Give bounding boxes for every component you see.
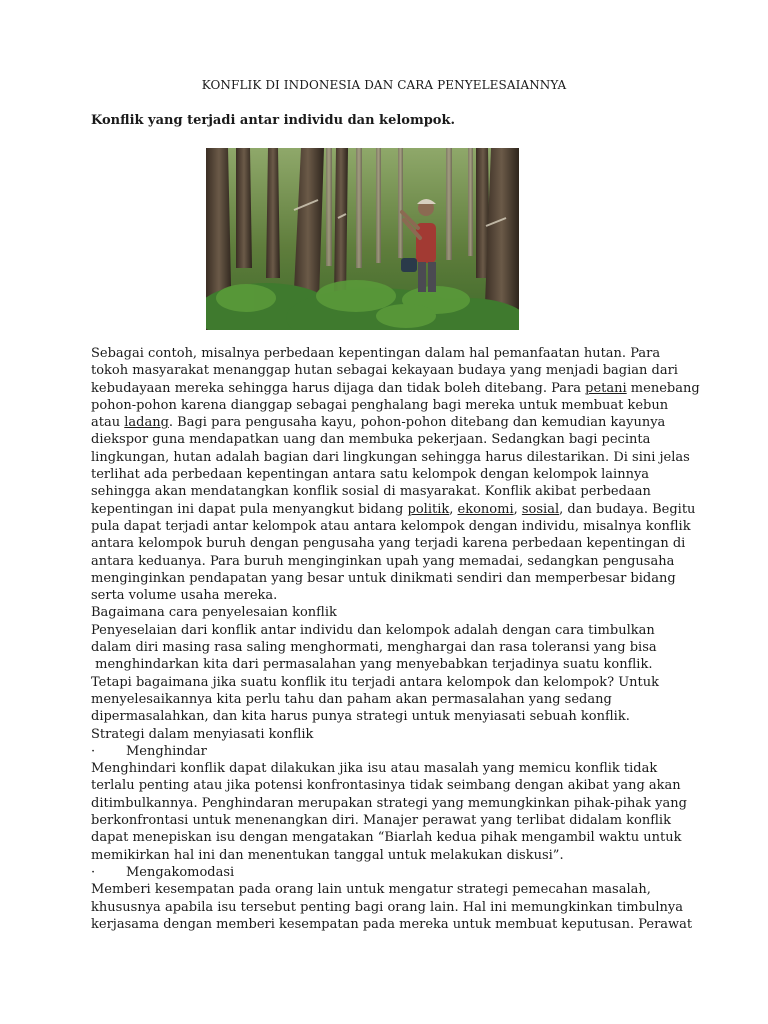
text-line: antara keduanya. Para buruh menginginkan upah yang memadai, sedangkan pengusaha [91,553,675,569]
text-line: ditimbulkannya. Penghindaran merupakan strategi yang memungkinkan pihak-pihak yang [91,795,687,811]
text-line: Menghindari konflik dapat dilakukan jika isu atau masalah yang memicu konflik tidak [91,761,658,777]
text-span: . Bagi para pengusaha kayu, pohon-pohon ditebang dan kemudian kayunya [168,415,666,431]
text-line: memikirkan hal ini dan menentukan tanggal untuk melakukan diskusi”. [91,847,564,863]
text-span: kebudayaan mereka sehingga harus dijaga dan tidak boleh ditebang. Para [91,380,586,396]
document-body [91,345,700,933]
text-line [91,380,700,397]
text-line: pohon-pohon karena dianggap sebagai penghalang bagi mereka untuk membuat kebun [91,397,669,413]
text-line [91,501,696,518]
text-line: tokoh masyarakat menanggap hutan sebagai kekayaan budaya yang menjadi bagian dari [91,363,678,379]
text-line: serta volume usaha mereka. [91,588,278,604]
text-line: berkonfrontasi untuk menenangkan diri. Manajer perawat yang terlibat didalam konflik [91,813,671,829]
text-line: Sebagai contoh, misalnya perbedaan kepentingan dalam hal pemanfaatan hutan. Para [91,346,661,361]
document-title: KONFLIK DI INDONESIA DAN CARA PENYELESAIANNYA [201,78,567,92]
text-line: antara kelompok buruh dengan pengusaha yang terjadi karena perbedaan kepentingan di [91,536,686,552]
text-line: terlalu penting atau jika potensi konfrontasinya tidak seimbang dengan akibat yang akan [91,778,681,794]
text-span: , [449,501,458,517]
text-line: pula dapat terjadi antar kelompok atau antara kelompok dengan individu, misalnya konflik [91,518,691,534]
bullet-item [91,743,691,760]
text-span: , [513,501,522,517]
text-line: Penyeselaian dari konflik antar individu dan kelompok adalah dengan cara timbulkan [91,622,655,638]
bullet-item [91,864,691,881]
bullet-label: Menghindar [126,743,207,759]
section-subtitle: Konflik yang terjadi antar individu dan kelompok. [91,113,455,128]
text-line: kerjasama dengan memberi kesempatan pada mereka untuk membuat keputusan. Perawat [91,916,693,932]
text-span: kepentingan ini dapat pula menyangkut bidang [91,501,408,517]
text-line: Memberi kesempatan pada orang lain untuk mengatur strategi pemecahan masalah, [91,882,651,898]
text-span: , dan budaya. Begitu [559,501,696,517]
text-line: khususnya apabila isu tersebut penting bagi orang lain. Hal ini memungkinkan timbulnya [91,899,683,915]
link-sosial[interactable]: sosial [521,501,560,517]
bullet-label: Mengakomodasi [126,864,235,880]
link-ekonomi[interactable]: ekonomi [457,501,514,517]
text-line: dipermasalahkan, dan kita harus punya strategi untuk menyiasati sebuah konflik. [91,709,630,725]
bullet-mark: · [91,864,96,880]
text-line: menghindarkan kita dari permasalahan yang menyebabkan terjadinya suatu konflik. [91,657,653,673]
link-politik[interactable]: politik [407,501,450,517]
section-heading: Strategi dalam menyiasati konflik [91,726,314,742]
text-line: diekspor guna mendapatkan uang dan membuka pekerjaan. Sedangkan bagi pecinta [91,432,651,448]
text-line: Tetapi bagaimana jika suatu konflik itu terjadi antara kelompok dan kelompok? Untuk [91,674,660,690]
text-span: atau [91,415,125,431]
text-line: menginginkan pendapatan yang besar untuk dinikmati sendiri dan memperbesar bidang [91,570,676,586]
text-line: lingkungan, hutan adalah bagian dari lingkungan sehingga harus dilestarikan. Di sini jelas [91,449,690,465]
link-petani[interactable]: petani [585,380,627,396]
rubber-tapper-photo [206,148,519,330]
text-span: menebang [626,380,700,396]
text-line: dalam diri masing rasa saling menghormati, menghargai dan rasa toleransi yang bisa [91,640,657,656]
text-line: dapat menepiskan isu dengan mengatakan “Biarlah kedua pihak mengambil waktu untuk [91,830,682,846]
text-line [91,414,691,431]
text-line: menyelesaikannya kita perlu tahu dan paham akan permasalahan yang sedang [91,691,612,707]
bullet-mark: · [91,743,96,759]
section-heading: Bagaimana cara penyelesaian konflik [91,605,337,621]
text-line: sehingga akan mendatangkan konflik sosial di masyarakat. Konflik akibat perbedaan [91,484,651,500]
text-line: terlihat ada perbedaan kepentingan antara satu kelompok dengan kelompok lainnya [91,467,650,483]
link-ladang[interactable]: ladang [124,415,169,431]
